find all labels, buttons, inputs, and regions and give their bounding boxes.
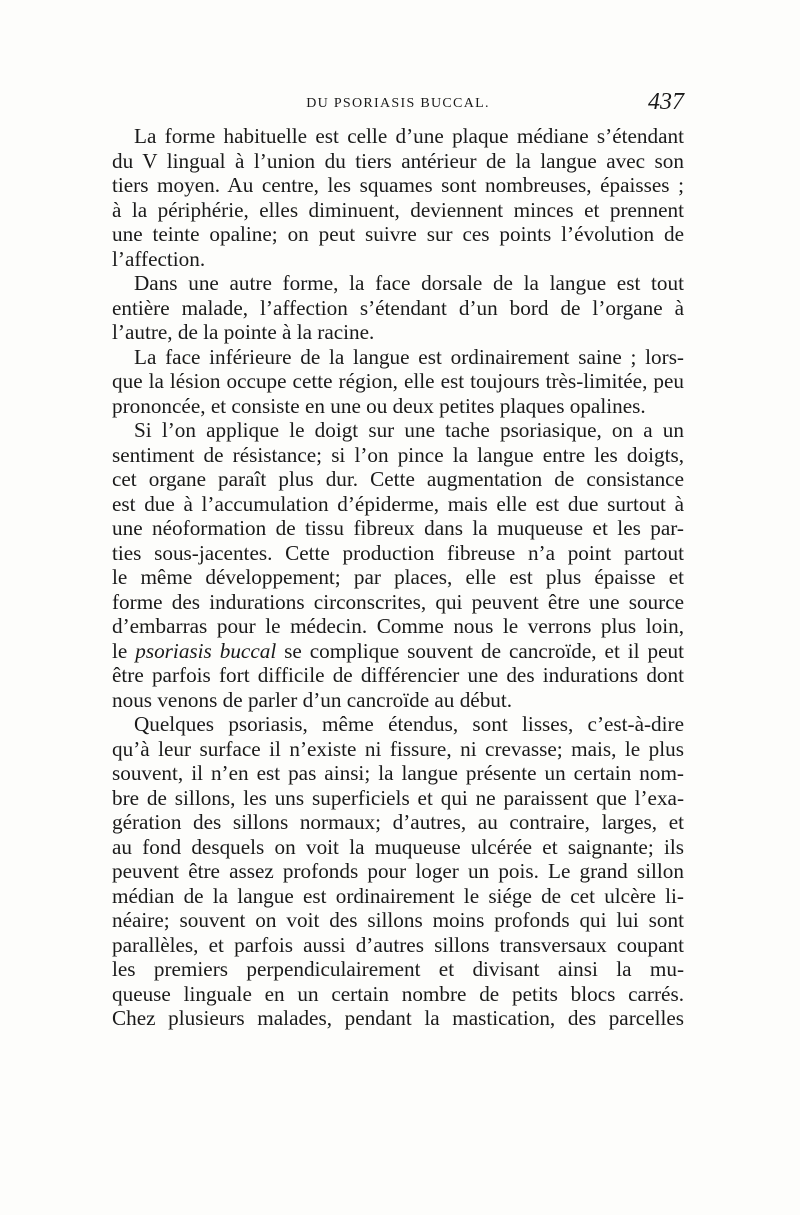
text-line: nous venons de parler d’un cancroïde au début. bbox=[112, 687, 513, 712]
text-line: est due à l’accumulation d’épiderme, mais elle est due surtout à bbox=[112, 491, 684, 516]
paragraph bbox=[112, 712, 684, 1031]
text-line: queuse linguale en un certain nombre de petits blocs carrés. bbox=[112, 981, 684, 1006]
text-line: cet organe paraît plus dur. Cette augmentation de consistance bbox=[112, 467, 684, 491]
text-line: ties sous-jacentes. Cette production fibreuse n’a point partout bbox=[112, 540, 684, 565]
running-title: DU PSORIASIS BUCCAL. bbox=[306, 96, 490, 111]
text-line: Quelques psoriasis, même étendus, sont lisses, c’est-à-dire bbox=[134, 712, 684, 736]
text-line: prononcée, et consiste en une ou deux petites plaques opalines. bbox=[112, 393, 646, 418]
text-line: La forme habituelle est celle d’une plaque médiane s’étendant bbox=[134, 124, 684, 148]
text-line: parallèles, et parfois aussi d’autres sillons transversaux coupant bbox=[112, 932, 684, 957]
text-line: à la périphérie, elles diminuent, deviennent minces et prennent bbox=[112, 197, 684, 222]
text-line: du V lingual à l’union du tiers antérieur de la langue avec son bbox=[112, 148, 684, 173]
paragraph bbox=[112, 124, 684, 271]
text-line: bre de sillons, les uns superficiels et qui ne paraissent que l’exa- bbox=[112, 785, 684, 810]
text-line: que la lésion occupe cette région, elle est toujours très-limitée, peu bbox=[112, 369, 684, 393]
text-line: une néoformation de tissu fibreux dans la muqueuse et les par- bbox=[112, 516, 684, 540]
text-line: Chez plusieurs malades, pendant la mastication, des parcelles bbox=[112, 1006, 684, 1030]
text-line: les premiers perpendiculairement et divisant ainsi la mu- bbox=[112, 957, 684, 981]
text-line: souvent, il n’en est pas ainsi; la langue présente un certain nom- bbox=[112, 761, 684, 785]
text-line: Si l’on applique le doigt sur une tache psoriasique, on a un bbox=[134, 418, 684, 442]
text-line: le même développement; par places, elle est plus épaisse et bbox=[112, 565, 684, 589]
text-line: La face inférieure de la langue est ordinairement saine ; lors- bbox=[134, 344, 684, 369]
running-header bbox=[112, 89, 684, 116]
text-line: qu’à leur surface il n’existe ni fissure, ni crevasse; mais, le plus bbox=[112, 736, 684, 761]
text-line: forme des indurations circonscrites, qui peuvent être une source bbox=[112, 589, 684, 614]
italic-term: psoriasis buccal bbox=[135, 638, 277, 663]
text-line: l’autre, de la pointe à la racine. bbox=[112, 320, 375, 344]
text-line: gération des sillons normaux; d’autres, au contraire, larges, et bbox=[112, 810, 684, 834]
text-line: au fond desquels on voit la muqueuse ulcérée et saignante; ils bbox=[112, 834, 684, 859]
text-line: Dans une autre forme, la face dorsale de la langue est tout bbox=[134, 271, 684, 295]
paragraph bbox=[112, 271, 684, 345]
text-line: une teinte opaline; on peut suivre sur ces points l’évolution de bbox=[112, 222, 684, 246]
text-line: sentiment de résistance; si l’on pince la langue entre les doigts, bbox=[112, 442, 684, 467]
text-line: l’affection. bbox=[112, 246, 206, 271]
paragraph bbox=[112, 345, 684, 419]
text-line: le psoriasis buccal se complique souvent de cancroïde, et il peut bbox=[112, 638, 684, 663]
text-line: néaire; souvent on voit des sillons moins profonds qui lui sont bbox=[112, 908, 684, 932]
paragraph bbox=[112, 418, 684, 712]
page-number: 437 bbox=[648, 89, 684, 115]
text-line: peuvent être assez profonds pour loger un pois. Le grand sillon bbox=[112, 859, 684, 883]
text-line: d’embarras pour le médecin. Comme nous le verrons plus loin, bbox=[112, 614, 684, 638]
body-text bbox=[112, 124, 684, 1031]
text-line: être parfois fort difficile de différencier une des indurations dont bbox=[112, 663, 684, 687]
text-line: entière malade, l’affection s’étendant d’un bord de l’organe à bbox=[112, 295, 684, 320]
text-line: médian de la langue est ordinairement le siége de cet ulcère li- bbox=[112, 883, 684, 908]
text-line: tiers moyen. Au centre, les squames sont nombreuses, épaisses ; bbox=[112, 173, 684, 197]
